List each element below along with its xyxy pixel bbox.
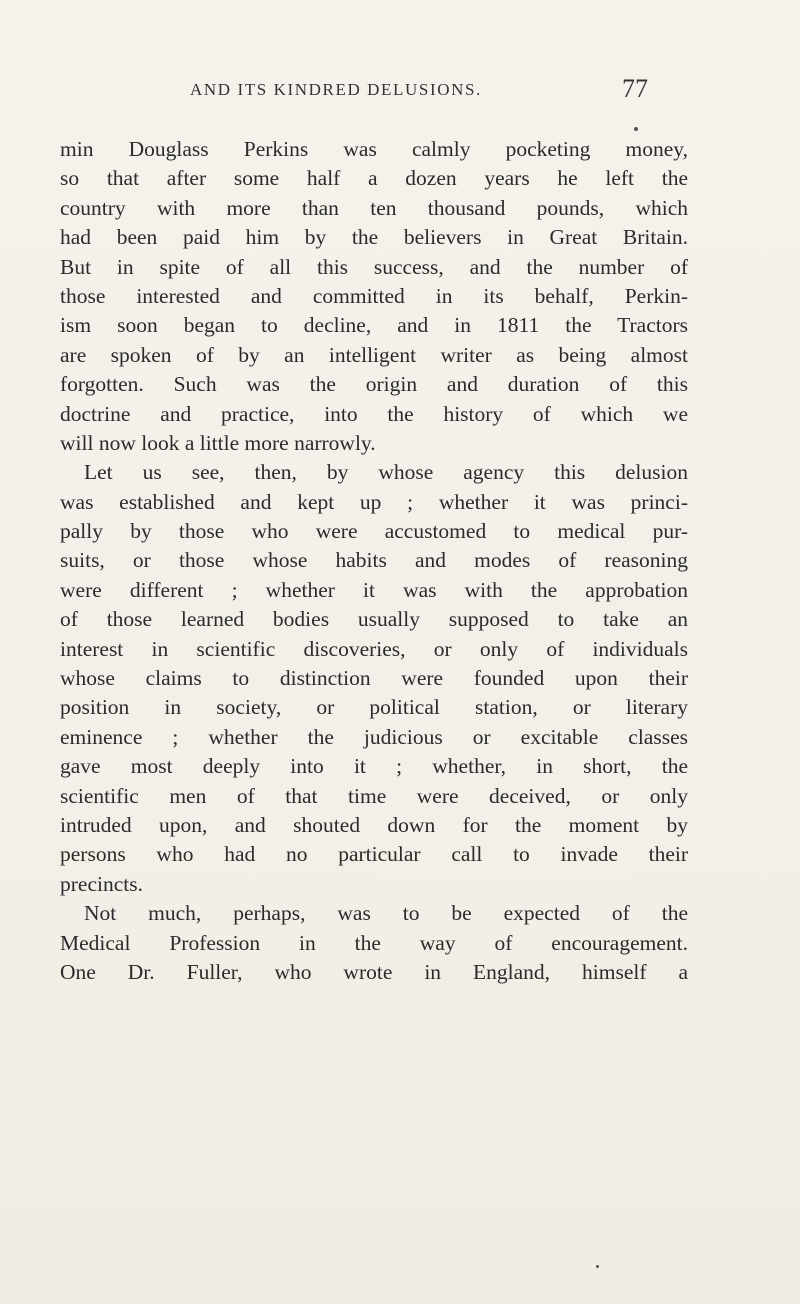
text-line: Let us see, then, by whose agency this delusion xyxy=(84,460,688,485)
text-line: gave most deeply into it ; whether, in short, the xyxy=(60,754,688,779)
text-line: country with more than ten thousand pounds, which xyxy=(60,195,688,220)
text-line: of those learned bodies usually supposed to take an xyxy=(60,607,688,632)
page-number: 77 xyxy=(622,74,648,103)
text-line: intruded upon, and shouted down for the moment by xyxy=(60,812,688,837)
text-line: whose claims to distinction were founded upon their xyxy=(60,666,688,691)
text-line: interest in scientific discoveries, or only of individuals xyxy=(60,636,688,661)
text-line: were different ; whether it was with the approbation xyxy=(60,577,688,602)
text-line: will now look a little more narrowly. xyxy=(60,430,376,455)
text-line: ism soon began to decline, and in 1811 the Tractors xyxy=(60,313,688,338)
text-line: Medical Profession in the way of encouragement. xyxy=(60,930,688,955)
text-line: eminence ; whether the judicious or excitable classes xyxy=(60,724,688,749)
text-line: persons who had no particular call to invade their xyxy=(60,842,688,867)
text-line: But in spite of all this success, and the number of xyxy=(60,254,688,279)
ink-speck xyxy=(596,1265,599,1268)
text-line: had been paid him by the believers in Great Britain. xyxy=(60,225,688,250)
text-line: One Dr. Fuller, who wrote in England, himself a xyxy=(60,959,688,984)
text-line: are spoken of by an intelligent writer as being almost xyxy=(60,342,688,367)
text-line: min Douglass Perkins was calmly pocketing money, xyxy=(60,137,688,161)
text-line: forgotten. Such was the origin and duration of this xyxy=(60,372,688,397)
text-line: precincts. xyxy=(60,871,143,896)
text-line: was established and kept up ; whether it was princi- xyxy=(60,489,688,514)
running-head: AND ITS KINDRED DELUSIONS. xyxy=(190,80,482,99)
text-line: Not much, perhaps, was to be expected of the xyxy=(84,901,688,926)
text-line: so that after some half a dozen years he left the xyxy=(60,166,688,191)
text-line: suits, or those whose habits and modes of reasoning xyxy=(60,548,688,573)
ink-speck xyxy=(634,127,638,131)
body-text xyxy=(60,135,688,987)
text-line: position in society, or political station, or literary xyxy=(60,695,688,720)
text-line: doctrine and practice, into the history of which we xyxy=(60,401,688,426)
text-line: pally by those who were accustomed to medical pur- xyxy=(60,519,688,544)
text-line: scientific men of that time were deceived, or only xyxy=(60,783,688,808)
text-line: those interested and committed in its behalf, Perkin- xyxy=(60,283,688,308)
